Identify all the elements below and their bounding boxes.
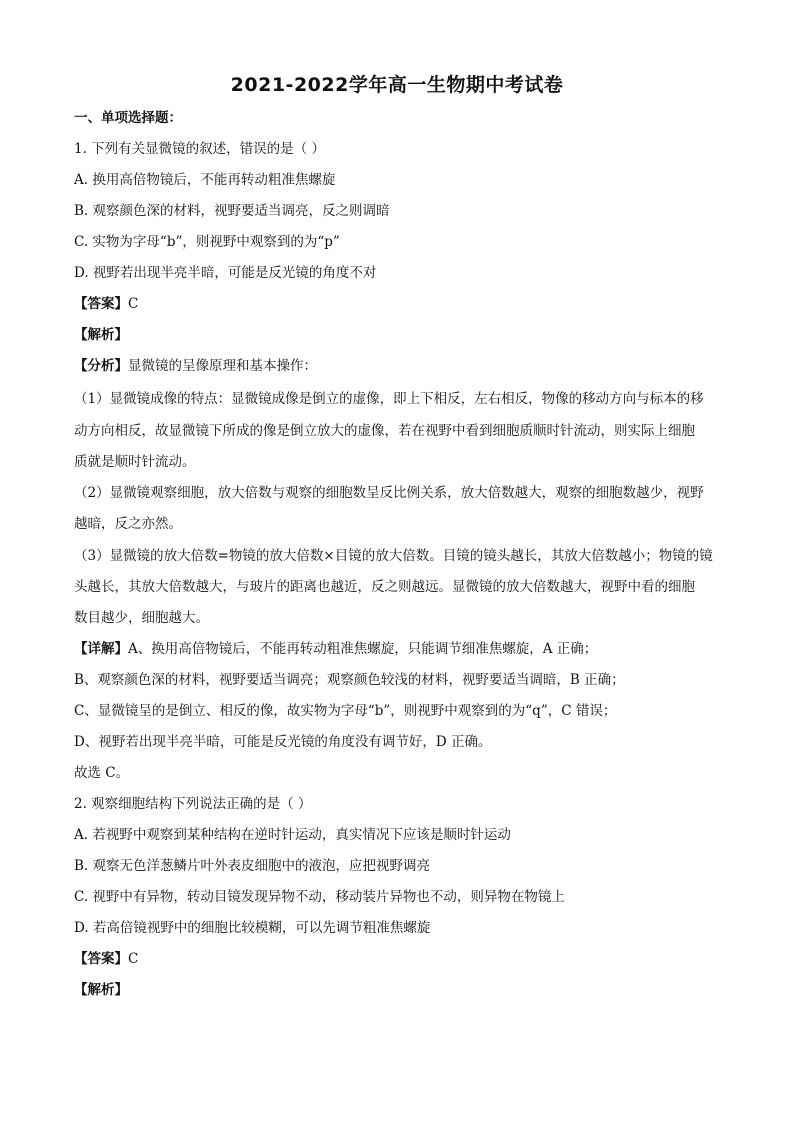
- point-2-line-2: 越暗，反之亦然。: [74, 516, 182, 532]
- question-1-option-b: B. 观察颜色深的材料，视野要适当调亮，反之则调暗: [74, 203, 390, 219]
- section-heading: 一、单项选择题：: [74, 110, 182, 126]
- question-2-stem: 2. 观察细胞结构下列说法正确的是（ ）: [74, 796, 312, 812]
- question-2-answer: [74, 944, 724, 975]
- detail-line-d: D、视野若出现半亮半暗，可能是反光镜的角度没有调节好，D 正确。: [74, 734, 492, 750]
- fenxi-tag: 【分析】: [74, 358, 128, 374]
- detail-text-a: A、换用高倍物镜后，不能再转动粗准焦螺旋，只能调节细准焦螺旋，A 正确；: [128, 641, 598, 657]
- detail-line-b: B、观察颜色深的材料，视野要适当调亮；观察颜色较浅的材料，视野要适当调暗，B 正确；: [74, 672, 625, 688]
- point-1-line-2: 动方向相反，故显微镜下所成的像是倒立放大的虚像，若在视野中看到细胞质顺时针流动，则实际上细胞: [74, 423, 695, 439]
- question-2-option-d: D. 若高倍镜视野中的细胞比较模糊，可以先调节粗准焦螺旋: [74, 920, 431, 936]
- point-3-line-2: 头越长，其放大倍数越大，与玻片的距离也越近，反之则越远。显微镜的放大倍数越大，视野中看的细胞: [74, 579, 695, 595]
- analysis-tag: 【解析】: [74, 327, 128, 343]
- question-1-option-c: C. 实物为字母“b”，则视野中观察到的为“p”: [74, 234, 340, 250]
- detail-line-c: C、显微镜呈的是倒立、相反的像，故实物为字母“b”，则视野中观察到的为“q”，C 错误；: [74, 703, 617, 719]
- question-1-option-a: A. 换用高倍物镜后，不能再转动粗准焦螺旋: [74, 172, 336, 188]
- question-1-option-d: D. 视野若出现半亮半暗，可能是反光镜的角度不对: [74, 265, 377, 281]
- point-1-line-3: 质就是顺时针流动。: [74, 454, 196, 470]
- point-3-line-3: 数目越少，细胞越大。: [74, 610, 209, 626]
- answer-value: C: [128, 951, 139, 967]
- detail-tag: 【详解】: [74, 641, 128, 657]
- question-2-option-b: B. 观察无色洋葱鳞片叶外表皮细胞中的液泡，应把视野调亮: [74, 858, 431, 874]
- answer-value: C: [128, 296, 139, 312]
- analysis-tag: 【解析】: [74, 982, 128, 998]
- question-2-option-a: A. 若视野中观察到某种结构在逆时针运动，真实情况下应该是顺时针运动: [74, 827, 511, 843]
- question-1-analysis-tag: [74, 320, 724, 351]
- point-2-line-1: （2）显微镜观察细胞，放大倍数与观察的细胞数呈反比例关系，放大倍数越大，观察的细胞数越少，视野: [74, 485, 704, 501]
- fenxi-text: 显微镜的呈像原理和基本操作：: [128, 358, 317, 374]
- answer-tag: 【答案】: [74, 296, 128, 312]
- point-3-line-1: （3）显微镜的放大倍数=物镜的放大倍数×目镜的放大倍数。目镜的镜头越长，其放大倍数越小；物镜的镜: [74, 548, 713, 564]
- question-2-option-c: C. 视野中有异物，转动目镜发现异物不动，移动装片异物也不动，则异物在物镜上: [74, 889, 565, 905]
- answer-tag: 【答案】: [74, 951, 128, 967]
- point-1-line-1: （1）显微镜成像的特点：显微镜成像是倒立的虚像，即上下相反，左右相反，物像的移动方向与标本的移: [74, 391, 704, 407]
- page-title: 2021-2022学年高一生物期中考试卷: [230, 74, 564, 96]
- question-1-fenxi: [74, 351, 724, 382]
- question-1-stem: 1. 下列有关显微镜的叙述，错误的是（ ）: [74, 141, 325, 157]
- question-2-analysis-tag: [74, 975, 724, 1006]
- question-1-answer: [74, 289, 724, 320]
- detail-line-a: [74, 634, 724, 665]
- question-1-conclusion: 故选 C。: [74, 765, 130, 781]
